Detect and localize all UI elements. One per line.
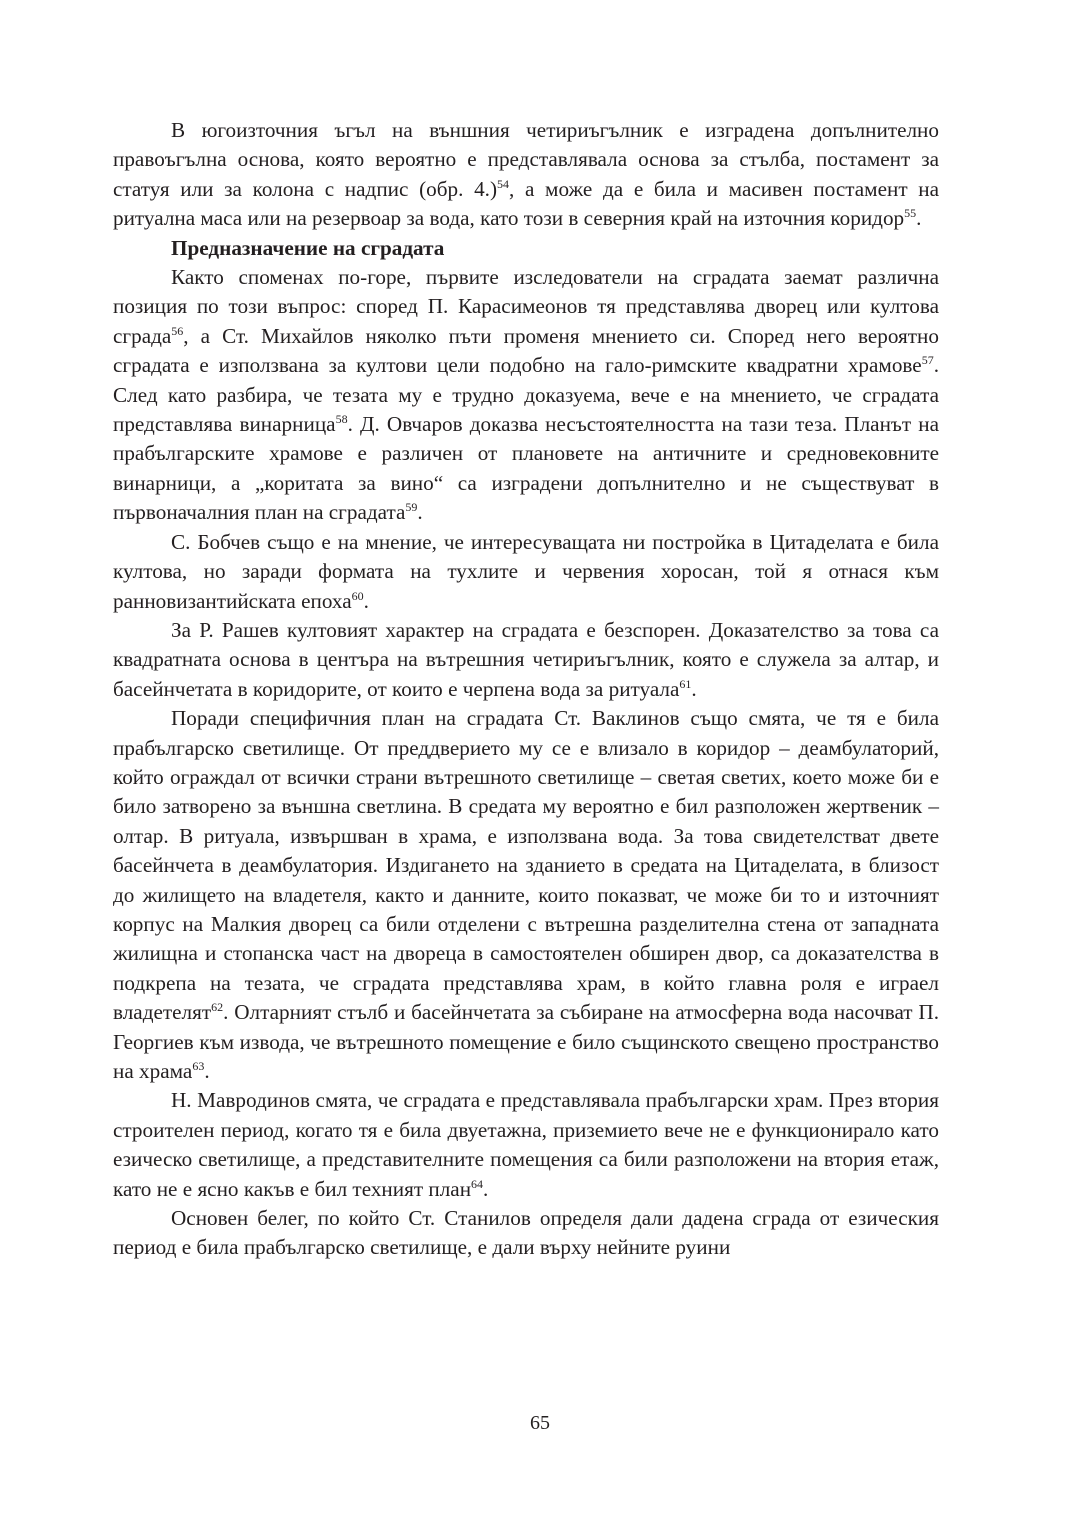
paragraph: [113, 704, 939, 1086]
footnote-ref: 59: [405, 500, 418, 515]
footnote-ref: 58: [335, 412, 348, 427]
text-run: .: [363, 588, 369, 613]
text-run: . След като разбира, че тезата му е трудно доказуема, вече е на мнението, че сградата представлява винарница: [113, 353, 939, 437]
text-run: .: [417, 500, 423, 525]
paragraph: [113, 263, 939, 528]
footnote-ref: 56: [171, 323, 184, 338]
footnote-ref: 57: [921, 353, 934, 368]
section-heading: [113, 234, 939, 263]
paragraph: [113, 616, 939, 704]
text-run: . Д. Овчаров доказва несъстоятелността на тази теза. Планът на прабългарските храмове е различен от плановете на античните и средновековните винарници, а „коритата за вино“ са изградени допълнително и не съществуват в първоначалния план на сградата: [113, 412, 940, 525]
text-run: Поради специфичния план на сградата Ст. Ваклинов също смята, че тя е била прабългарско светилище. От преддверието му се е влизало в коридор – деамбулаторий, който ограждал от всички страни вътрешното светилище – светая светих, което може би е било затворено за външна светлина. В средата му вероятно е бил разположен жертвеник – олтар. В ритуала, извършван в храма, е използвана вода. За това свидетелстват двете басейнчета в деамбулатория. Издигането на зданието в средата на Цитаделата, в близост до жилището на владетеля, както и данните, които показват, че може би то и източният корпус на Малкия дворец са били отделени с вътрешна разделителна стена от западната жилищна и стопанска част на двореца в самостоятелен обширен двор, са доказателства в подкрепа на тезата, че сградата представлява храм, в който главна роля е играел владетелят: [113, 706, 939, 1025]
footnote-ref: 61: [679, 676, 692, 691]
footnote-ref: 54: [497, 176, 510, 191]
paragraph: [113, 528, 939, 616]
footnote-ref: 62: [211, 1000, 224, 1015]
text-run: Основен белег, по който Ст. Станилов определя дали дадена сграда от езическия период е била прабългарско светилище, е дали върху нейните руини: [113, 1206, 939, 1260]
footnote-ref: 60: [351, 588, 364, 603]
text-run: , а Ст. Михайлов няколко пъти променя мнението си. Според него вероятно сградата е използвана за култови цели подобно на гало-римските квадратни храмове: [113, 323, 939, 378]
text-run: .: [483, 1176, 489, 1201]
text-run: .: [916, 206, 922, 231]
text-run: .: [204, 1059, 210, 1083]
paragraph: [113, 116, 939, 234]
text-run: Както споменах по-горе, първите изследователи на сградата заемат различна позиция по този въпрос: според П. Карасимеонов тя представлява дворец или култова сграда: [113, 265, 939, 348]
text-run: За Р. Рашев култовият характер на сградата е безспорен. Доказателство за това са квадратната основа в центъра на вътрешния четириъгълник, която е служела за алтар, и басейнчетата в коридорите, от които е черпена вода за ритуала: [113, 617, 939, 701]
text-run: , а може да е била и масивен постамент на ритуална маса или на резервоар за вода, като този в северния край на източния коридор: [113, 176, 939, 231]
text-run: . Олтарният стълб и басейнчетата за събиране на атмосферна вода насочват П. Георгиев към извода, че вътрешното помещение е било същинското свещено пространство на храма: [113, 1000, 939, 1083]
paragraph: [113, 1086, 939, 1204]
text-run: Предназначение на сградата: [171, 235, 445, 260]
footnote-ref: 55: [904, 206, 917, 221]
text-run: В югоизточния ъгъл на външния четириъгълник е изградена допълнително правоъгълна основа, която вероятно е представлявала основа за стълба, постамент за статуя или за колона с надпис (обр. 4.): [113, 118, 939, 201]
text-run: .: [691, 676, 697, 701]
footnote-ref: 63: [192, 1059, 205, 1073]
page-number: 65: [530, 1412, 550, 1434]
body-text: [113, 116, 939, 1263]
text-run: С. Бобчев също е на мнение, че интересуващата ни постройка в Цитаделата е била култова, но заради формата на тухлите и червения хоросан, той я отнася към ранновизантийската епоха: [113, 529, 939, 613]
footnote-ref: 64: [471, 1176, 484, 1191]
paragraph: [113, 1204, 939, 1263]
text-run: Н. Мавродинов смята, че сградата е представлявала прабългарски храм. През втория строителен период, когато тя е била двуетажна, приземието вече не е функционирало като езическо светилище, а представителните помещения са били разположени на втория етаж, като не е ясно какъв е бил техният план: [113, 1088, 939, 1201]
